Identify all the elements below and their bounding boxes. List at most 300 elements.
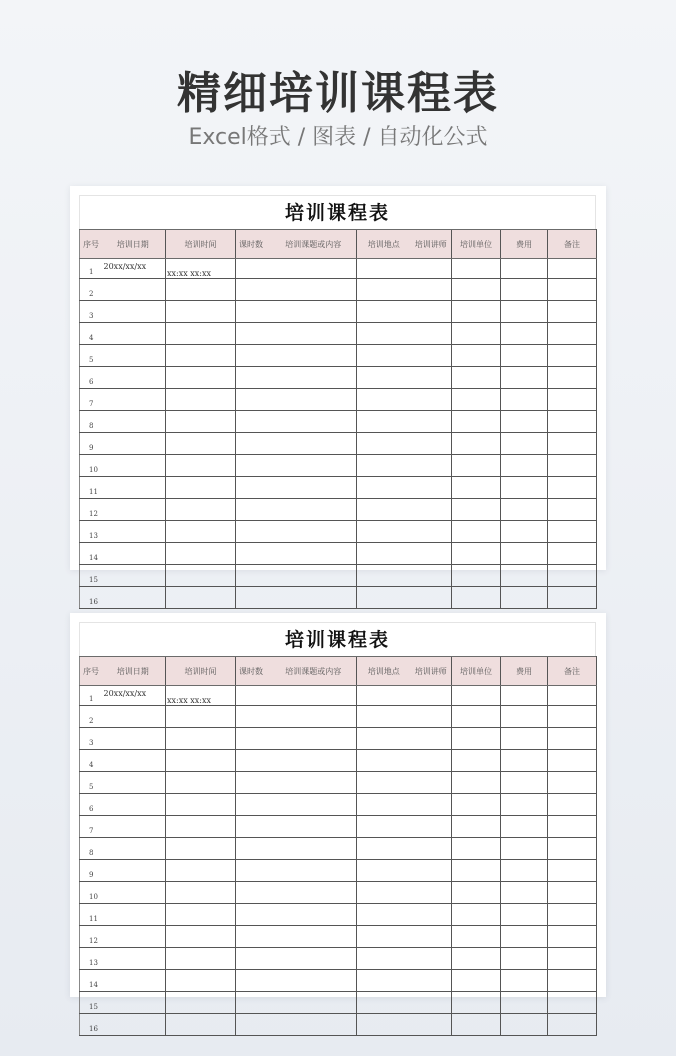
cell-hours[interactable] [236, 860, 271, 882]
cell-trainer[interactable] [411, 970, 452, 992]
cell-fee[interactable] [501, 706, 548, 728]
cell-date[interactable] [101, 279, 166, 301]
cell-remark[interactable] [548, 477, 597, 499]
cell-time[interactable] [166, 838, 236, 860]
cell-seq[interactable]: 16 [80, 587, 101, 609]
cell-place[interactable] [357, 728, 411, 750]
cell-remark[interactable] [548, 992, 597, 1014]
cell-hours[interactable] [236, 301, 271, 323]
cell-seq[interactable]: 9 [80, 860, 101, 882]
cell-remark[interactable] [548, 323, 597, 345]
cell-remark[interactable] [548, 970, 597, 992]
cell-topic[interactable] [271, 411, 357, 433]
cell-seq[interactable]: 15 [80, 565, 101, 587]
cell-trainer[interactable] [411, 706, 452, 728]
cell-date[interactable] [101, 455, 166, 477]
cell-hours[interactable] [236, 882, 271, 904]
cell-seq[interactable]: 6 [80, 367, 101, 389]
cell-date[interactable] [101, 1014, 166, 1036]
cell-trainer[interactable] [411, 772, 452, 794]
cell-date[interactable]: 20xx/xx/xx [101, 686, 166, 706]
cell-trainer[interactable] [411, 521, 452, 543]
cell-fee[interactable] [501, 882, 548, 904]
cell-seq[interactable]: 3 [80, 728, 101, 750]
cell-trainer[interactable] [411, 816, 452, 838]
cell-topic[interactable] [271, 1014, 357, 1036]
cell-time[interactable] [166, 772, 236, 794]
cell-fee[interactable] [501, 389, 548, 411]
cell-hours[interactable] [236, 345, 271, 367]
cell-time[interactable] [166, 794, 236, 816]
cell-unit[interactable] [452, 323, 501, 345]
cell-fee[interactable] [501, 433, 548, 455]
cell-unit[interactable] [452, 860, 501, 882]
cell-hours[interactable] [236, 816, 271, 838]
cell-hours[interactable] [236, 948, 271, 970]
cell-seq[interactable]: 6 [80, 794, 101, 816]
cell-date[interactable] [101, 411, 166, 433]
cell-time[interactable] [166, 411, 236, 433]
cell-fee[interactable] [501, 750, 548, 772]
cell-date[interactable] [101, 948, 166, 970]
cell-unit[interactable] [452, 948, 501, 970]
cell-trainer[interactable] [411, 477, 452, 499]
cell-fee[interactable] [501, 1014, 548, 1036]
cell-date[interactable] [101, 926, 166, 948]
cell-topic[interactable] [271, 926, 357, 948]
cell-date[interactable] [101, 992, 166, 1014]
cell-unit[interactable] [452, 587, 501, 609]
cell-topic[interactable] [271, 992, 357, 1014]
cell-topic[interactable] [271, 499, 357, 521]
cell-unit[interactable] [452, 411, 501, 433]
cell-place[interactable] [357, 860, 411, 882]
cell-remark[interactable] [548, 565, 597, 587]
cell-remark[interactable] [548, 816, 597, 838]
cell-place[interactable] [357, 345, 411, 367]
cell-trainer[interactable] [411, 926, 452, 948]
cell-seq[interactable]: 14 [80, 970, 101, 992]
cell-trainer[interactable] [411, 411, 452, 433]
cell-date[interactable] [101, 587, 166, 609]
cell-unit[interactable] [452, 992, 501, 1014]
cell-hours[interactable] [236, 904, 271, 926]
cell-time[interactable] [166, 970, 236, 992]
cell-place[interactable] [357, 882, 411, 904]
cell-place[interactable] [357, 279, 411, 301]
cell-unit[interactable] [452, 750, 501, 772]
cell-unit[interactable] [452, 565, 501, 587]
cell-remark[interactable] [548, 1014, 597, 1036]
cell-unit[interactable] [452, 838, 501, 860]
cell-seq[interactable]: 15 [80, 992, 101, 1014]
cell-fee[interactable] [501, 970, 548, 992]
cell-hours[interactable] [236, 259, 271, 279]
cell-fee[interactable] [501, 477, 548, 499]
cell-date[interactable] [101, 301, 166, 323]
cell-seq[interactable]: 2 [80, 706, 101, 728]
cell-time[interactable] [166, 882, 236, 904]
cell-seq[interactable]: 1 [80, 259, 101, 279]
cell-topic[interactable] [271, 521, 357, 543]
cell-topic[interactable] [271, 794, 357, 816]
cell-topic[interactable] [271, 345, 357, 367]
cell-unit[interactable] [452, 367, 501, 389]
cell-hours[interactable] [236, 433, 271, 455]
cell-hours[interactable] [236, 970, 271, 992]
cell-time[interactable] [166, 904, 236, 926]
cell-date[interactable] [101, 794, 166, 816]
cell-trainer[interactable] [411, 904, 452, 926]
cell-time[interactable] [166, 389, 236, 411]
cell-trainer[interactable] [411, 948, 452, 970]
cell-date[interactable] [101, 499, 166, 521]
cell-seq[interactable]: 2 [80, 279, 101, 301]
cell-time[interactable] [166, 301, 236, 323]
cell-date[interactable] [101, 882, 166, 904]
cell-topic[interactable] [271, 389, 357, 411]
cell-hours[interactable] [236, 728, 271, 750]
cell-place[interactable] [357, 367, 411, 389]
cell-unit[interactable] [452, 389, 501, 411]
cell-fee[interactable] [501, 772, 548, 794]
cell-fee[interactable] [501, 345, 548, 367]
cell-time[interactable] [166, 477, 236, 499]
cell-place[interactable] [357, 433, 411, 455]
cell-hours[interactable] [236, 565, 271, 587]
cell-seq[interactable]: 3 [80, 301, 101, 323]
cell-time[interactable] [166, 750, 236, 772]
cell-topic[interactable] [271, 948, 357, 970]
cell-place[interactable] [357, 259, 411, 279]
cell-topic[interactable] [271, 882, 357, 904]
cell-seq[interactable]: 12 [80, 499, 101, 521]
cell-unit[interactable] [452, 455, 501, 477]
cell-remark[interactable] [548, 706, 597, 728]
cell-trainer[interactable] [411, 455, 452, 477]
cell-time[interactable]: xx:xx xx:xx [166, 686, 236, 706]
cell-topic[interactable] [271, 477, 357, 499]
cell-topic[interactable] [271, 565, 357, 587]
cell-fee[interactable] [501, 587, 548, 609]
cell-time[interactable] [166, 521, 236, 543]
cell-topic[interactable] [271, 279, 357, 301]
cell-topic[interactable] [271, 301, 357, 323]
cell-trainer[interactable] [411, 587, 452, 609]
cell-seq[interactable]: 13 [80, 948, 101, 970]
cell-fee[interactable] [501, 543, 548, 565]
cell-trainer[interactable] [411, 686, 452, 706]
cell-topic[interactable] [271, 904, 357, 926]
cell-hours[interactable] [236, 455, 271, 477]
cell-place[interactable] [357, 587, 411, 609]
cell-date[interactable] [101, 750, 166, 772]
cell-place[interactable] [357, 816, 411, 838]
cell-date[interactable] [101, 367, 166, 389]
cell-topic[interactable] [271, 772, 357, 794]
cell-remark[interactable] [548, 860, 597, 882]
cell-place[interactable] [357, 686, 411, 706]
cell-time[interactable] [166, 499, 236, 521]
cell-seq[interactable]: 5 [80, 772, 101, 794]
cell-hours[interactable] [236, 926, 271, 948]
cell-place[interactable] [357, 301, 411, 323]
cell-unit[interactable] [452, 1014, 501, 1036]
cell-unit[interactable] [452, 543, 501, 565]
cell-date[interactable]: 20xx/xx/xx [101, 259, 166, 279]
cell-seq[interactable]: 12 [80, 926, 101, 948]
cell-hours[interactable] [236, 521, 271, 543]
cell-place[interactable] [357, 970, 411, 992]
cell-fee[interactable] [501, 838, 548, 860]
cell-place[interactable] [357, 706, 411, 728]
cell-fee[interactable] [501, 279, 548, 301]
cell-trainer[interactable] [411, 433, 452, 455]
cell-hours[interactable] [236, 323, 271, 345]
cell-place[interactable] [357, 389, 411, 411]
cell-seq[interactable]: 8 [80, 411, 101, 433]
cell-place[interactable] [357, 521, 411, 543]
cell-fee[interactable] [501, 904, 548, 926]
cell-remark[interactable] [548, 345, 597, 367]
cell-date[interactable] [101, 345, 166, 367]
cell-seq[interactable]: 10 [80, 882, 101, 904]
cell-hours[interactable] [236, 750, 271, 772]
cell-topic[interactable] [271, 543, 357, 565]
cell-unit[interactable] [452, 794, 501, 816]
cell-topic[interactable] [271, 367, 357, 389]
cell-seq[interactable]: 4 [80, 323, 101, 345]
cell-seq[interactable]: 11 [80, 477, 101, 499]
cell-topic[interactable] [271, 750, 357, 772]
cell-trainer[interactable] [411, 301, 452, 323]
cell-remark[interactable] [548, 389, 597, 411]
cell-time[interactable] [166, 706, 236, 728]
cell-hours[interactable] [236, 706, 271, 728]
cell-seq[interactable]: 1 [80, 686, 101, 706]
cell-time[interactable] [166, 860, 236, 882]
cell-trainer[interactable] [411, 565, 452, 587]
cell-time[interactable] [166, 565, 236, 587]
cell-remark[interactable] [548, 543, 597, 565]
cell-topic[interactable] [271, 728, 357, 750]
cell-date[interactable] [101, 860, 166, 882]
cell-trainer[interactable] [411, 750, 452, 772]
cell-place[interactable] [357, 926, 411, 948]
cell-trainer[interactable] [411, 794, 452, 816]
cell-hours[interactable] [236, 499, 271, 521]
cell-trainer[interactable] [411, 499, 452, 521]
cell-seq[interactable]: 7 [80, 389, 101, 411]
cell-trainer[interactable] [411, 838, 452, 860]
cell-unit[interactable] [452, 499, 501, 521]
cell-unit[interactable] [452, 882, 501, 904]
cell-seq[interactable]: 5 [80, 345, 101, 367]
cell-fee[interactable] [501, 301, 548, 323]
cell-seq[interactable]: 8 [80, 838, 101, 860]
cell-remark[interactable] [548, 750, 597, 772]
cell-unit[interactable] [452, 477, 501, 499]
cell-fee[interactable] [501, 992, 548, 1014]
cell-place[interactable] [357, 794, 411, 816]
cell-fee[interactable] [501, 259, 548, 279]
cell-remark[interactable] [548, 433, 597, 455]
cell-remark[interactable] [548, 926, 597, 948]
cell-trainer[interactable] [411, 389, 452, 411]
cell-time[interactable] [166, 367, 236, 389]
cell-place[interactable] [357, 992, 411, 1014]
cell-seq[interactable]: 11 [80, 904, 101, 926]
cell-trainer[interactable] [411, 992, 452, 1014]
cell-unit[interactable] [452, 279, 501, 301]
cell-date[interactable] [101, 816, 166, 838]
cell-date[interactable] [101, 904, 166, 926]
cell-seq[interactable]: 7 [80, 816, 101, 838]
cell-remark[interactable] [548, 411, 597, 433]
cell-place[interactable] [357, 1014, 411, 1036]
cell-fee[interactable] [501, 794, 548, 816]
cell-topic[interactable] [271, 706, 357, 728]
cell-time[interactable]: xx:xx xx:xx [166, 259, 236, 279]
cell-place[interactable] [357, 323, 411, 345]
cell-time[interactable] [166, 279, 236, 301]
cell-time[interactable] [166, 433, 236, 455]
cell-remark[interactable] [548, 838, 597, 860]
cell-time[interactable] [166, 816, 236, 838]
cell-trainer[interactable] [411, 882, 452, 904]
cell-hours[interactable] [236, 1014, 271, 1036]
cell-remark[interactable] [548, 882, 597, 904]
cell-unit[interactable] [452, 926, 501, 948]
cell-seq[interactable]: 16 [80, 1014, 101, 1036]
cell-unit[interactable] [452, 904, 501, 926]
cell-remark[interactable] [548, 904, 597, 926]
cell-date[interactable] [101, 728, 166, 750]
cell-time[interactable] [166, 926, 236, 948]
cell-date[interactable] [101, 565, 166, 587]
cell-topic[interactable] [271, 838, 357, 860]
cell-fee[interactable] [501, 323, 548, 345]
cell-fee[interactable] [501, 411, 548, 433]
cell-remark[interactable] [548, 499, 597, 521]
cell-trainer[interactable] [411, 259, 452, 279]
cell-time[interactable] [166, 323, 236, 345]
cell-date[interactable] [101, 970, 166, 992]
cell-fee[interactable] [501, 926, 548, 948]
cell-hours[interactable] [236, 587, 271, 609]
cell-remark[interactable] [548, 948, 597, 970]
cell-date[interactable] [101, 838, 166, 860]
cell-unit[interactable] [452, 521, 501, 543]
cell-place[interactable] [357, 543, 411, 565]
cell-fee[interactable] [501, 455, 548, 477]
cell-remark[interactable] [548, 301, 597, 323]
cell-remark[interactable] [548, 772, 597, 794]
cell-remark[interactable] [548, 279, 597, 301]
cell-unit[interactable] [452, 772, 501, 794]
cell-fee[interactable] [501, 565, 548, 587]
cell-hours[interactable] [236, 389, 271, 411]
cell-date[interactable] [101, 433, 166, 455]
cell-seq[interactable]: 4 [80, 750, 101, 772]
cell-date[interactable] [101, 389, 166, 411]
cell-fee[interactable] [501, 499, 548, 521]
cell-fee[interactable] [501, 860, 548, 882]
cell-fee[interactable] [501, 948, 548, 970]
cell-remark[interactable] [548, 367, 597, 389]
cell-topic[interactable] [271, 455, 357, 477]
cell-remark[interactable] [548, 587, 597, 609]
cell-topic[interactable] [271, 970, 357, 992]
cell-date[interactable] [101, 521, 166, 543]
cell-fee[interactable] [501, 728, 548, 750]
cell-hours[interactable] [236, 279, 271, 301]
cell-trainer[interactable] [411, 543, 452, 565]
cell-date[interactable] [101, 477, 166, 499]
cell-place[interactable] [357, 565, 411, 587]
cell-time[interactable] [166, 543, 236, 565]
cell-date[interactable] [101, 543, 166, 565]
cell-trainer[interactable] [411, 860, 452, 882]
cell-trainer[interactable] [411, 323, 452, 345]
cell-fee[interactable] [501, 686, 548, 706]
cell-hours[interactable] [236, 794, 271, 816]
cell-unit[interactable] [452, 433, 501, 455]
cell-topic[interactable] [271, 433, 357, 455]
cell-remark[interactable] [548, 728, 597, 750]
cell-time[interactable] [166, 948, 236, 970]
cell-time[interactable] [166, 1014, 236, 1036]
cell-place[interactable] [357, 838, 411, 860]
cell-place[interactable] [357, 750, 411, 772]
cell-hours[interactable] [236, 477, 271, 499]
cell-unit[interactable] [452, 301, 501, 323]
cell-date[interactable] [101, 323, 166, 345]
cell-remark[interactable] [548, 521, 597, 543]
cell-seq[interactable]: 9 [80, 433, 101, 455]
cell-time[interactable] [166, 455, 236, 477]
cell-hours[interactable] [236, 686, 271, 706]
cell-time[interactable] [166, 587, 236, 609]
cell-topic[interactable] [271, 860, 357, 882]
cell-hours[interactable] [236, 772, 271, 794]
cell-hours[interactable] [236, 411, 271, 433]
cell-place[interactable] [357, 772, 411, 794]
cell-place[interactable] [357, 499, 411, 521]
cell-fee[interactable] [501, 367, 548, 389]
cell-hours[interactable] [236, 992, 271, 1014]
cell-trainer[interactable] [411, 279, 452, 301]
cell-date[interactable] [101, 706, 166, 728]
cell-place[interactable] [357, 455, 411, 477]
cell-unit[interactable] [452, 686, 501, 706]
cell-place[interactable] [357, 904, 411, 926]
cell-unit[interactable] [452, 259, 501, 279]
cell-unit[interactable] [452, 706, 501, 728]
cell-topic[interactable] [271, 587, 357, 609]
cell-unit[interactable] [452, 345, 501, 367]
cell-trainer[interactable] [411, 367, 452, 389]
cell-hours[interactable] [236, 838, 271, 860]
cell-remark[interactable] [548, 686, 597, 706]
cell-trainer[interactable] [411, 1014, 452, 1036]
cell-remark[interactable] [548, 455, 597, 477]
cell-unit[interactable] [452, 816, 501, 838]
cell-topic[interactable] [271, 816, 357, 838]
cell-remark[interactable] [548, 794, 597, 816]
cell-trainer[interactable] [411, 728, 452, 750]
cell-topic[interactable] [271, 323, 357, 345]
